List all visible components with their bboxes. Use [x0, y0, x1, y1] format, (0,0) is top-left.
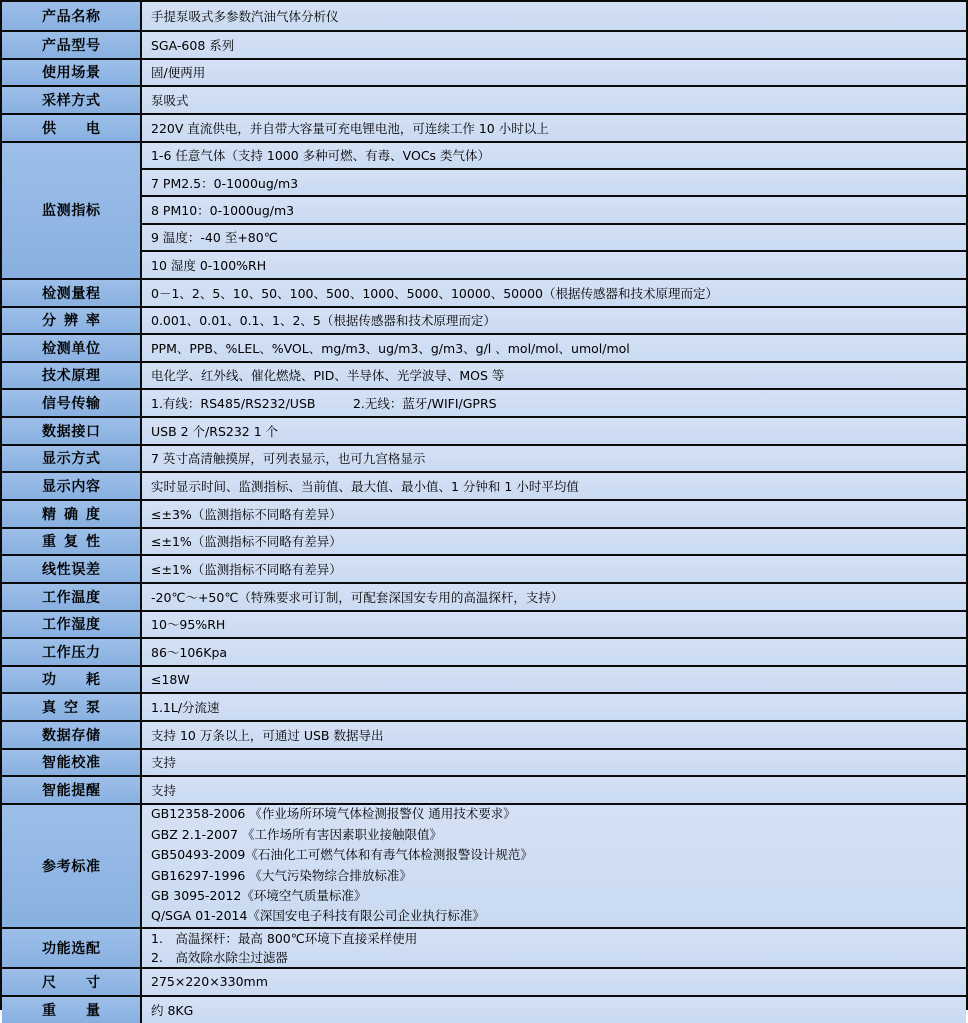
row-label — [2, 418, 142, 444]
indicator-text: 8 PM10：0-1000ug/m3 — [151, 203, 295, 219]
row-value-text: 固/便两用 — [151, 65, 206, 81]
row-value — [142, 418, 966, 444]
spec-row-working-humidity — [2, 610, 966, 638]
row-label-text: 功能选配 — [42, 940, 100, 957]
spec-row-dimensions — [2, 967, 966, 995]
indicator-text: 9 温度：-40 至+80℃ — [151, 230, 278, 246]
row-value — [142, 501, 966, 527]
row-value-text: ≤±1%（监测指标不同略有差异） — [151, 534, 342, 550]
spec-row-detection-range — [2, 278, 966, 306]
row-value-text: ≤18W — [151, 671, 190, 687]
row-value-text: 支持 — [151, 782, 177, 798]
row-value-text: -20℃～+50℃（特殊要求可订制，可配套深国安专用的高温探杆，支持） — [151, 589, 564, 605]
row-value — [142, 390, 966, 416]
spec-row-smart-calibration — [2, 748, 966, 776]
row-label — [2, 750, 142, 776]
row-label-text: 重复性 — [42, 534, 100, 551]
row-value — [142, 115, 966, 141]
row-label-text: 信号传输 — [42, 396, 100, 412]
spec-row-vacuum-pump — [2, 692, 966, 720]
spec-row-accuracy — [2, 499, 966, 527]
row-label — [2, 32, 142, 58]
row-label — [2, 997, 142, 1023]
row-value — [142, 32, 966, 58]
row-label — [2, 694, 142, 720]
row-label — [2, 87, 142, 113]
reference-standard-list — [142, 805, 966, 927]
row-value — [142, 997, 966, 1023]
spec-row-product-name — [2, 2, 966, 30]
row-value-text: 实时显示时间、监测指标、当前值、最大值、最小值、1 分钟和 1 小时平均值 — [151, 478, 579, 494]
row-value — [142, 584, 966, 610]
spec-row-linearity-error — [2, 554, 966, 582]
row-label-text: 功耗 — [42, 672, 100, 689]
row-label — [2, 667, 142, 693]
row-value — [142, 529, 966, 555]
row-value-text: 86～106Kpa — [151, 644, 228, 660]
row-value — [142, 280, 966, 306]
row-value-text: 10～95%RH — [151, 617, 226, 633]
option-item: 2. 高效除水除尘过滤器 — [151, 949, 288, 965]
spec-row-data-interface — [2, 416, 966, 444]
standard-item: GBZ 2.1-2007 《工作场所有害因素职业接触限值》 — [151, 826, 442, 842]
row-value-text: PPM、PPB、%LEL、%VOL、mg/m3、ug/m3、g/m3、g/l 、mol/mol、umol/mol — [151, 340, 630, 356]
row-label-text: 精确度 — [42, 506, 100, 523]
row-value — [142, 60, 966, 86]
row-label — [2, 722, 142, 748]
spec-row-monitoring-indicators — [2, 141, 966, 278]
row-value-text: 约 8KG — [151, 1002, 194, 1018]
row-value-text: 275×220×330mm — [151, 974, 268, 989]
option-item: 1. 高温探杆：最高 800℃环境下直接采样使用 — [151, 930, 418, 946]
row-label — [2, 529, 142, 555]
row-label-text: 尺寸 — [42, 974, 100, 991]
row-value-text: 1.有线：RS485/RS232/USB 2.无线：蓝牙/WIFI/GPRS — [151, 396, 497, 411]
row-label — [2, 308, 142, 334]
row-label — [2, 280, 142, 306]
row-label-text: 技术原理 — [42, 368, 100, 385]
spec-row-signal-transmission — [2, 388, 966, 416]
spec-row-sampling-method — [2, 85, 966, 113]
row-value — [142, 335, 966, 361]
indicator-item — [142, 168, 966, 195]
row-label-text: 分辨率 — [42, 313, 100, 330]
row-value — [142, 777, 966, 803]
row-value-text: 手提泵吸式多参数汽油气体分析仪 — [151, 8, 339, 24]
row-label-text: 产品名称 — [42, 8, 100, 25]
row-value — [142, 722, 966, 748]
spec-row-detection-unit — [2, 333, 966, 361]
row-value — [142, 556, 966, 582]
row-value-text: 0.001、0.01、0.1、1、2、5（根据传感器和技术原理而定） — [151, 313, 496, 329]
row-value-text: ≤±1%（监测指标不同略有差异） — [151, 561, 342, 577]
row-value-text: 0－1、2、5、10、50、100、500、1000、5000、10000、50000（根据传感器和技术原理而定） — [151, 285, 718, 301]
row-label — [2, 501, 142, 527]
row-label-text: 工作压力 — [42, 644, 100, 661]
indicator-text: 7 PM2.5：0-1000ug/m3 — [151, 175, 299, 191]
row-label-text: 智能提醒 — [42, 782, 100, 799]
spec-row-display-mode — [2, 444, 966, 472]
spec-row-weight — [2, 995, 966, 1023]
row-label-text: 检测单位 — [42, 340, 100, 357]
row-value-text: USB 2 个/RS232 1 个 — [151, 423, 279, 439]
row-label — [2, 143, 142, 278]
spec-row-working-temperature — [2, 582, 966, 610]
row-value — [142, 473, 966, 499]
row-label — [2, 556, 142, 582]
standard-item: GB 3095-2012《环境空气质量标准》 — [151, 887, 367, 903]
monitoring-indicator-list — [142, 143, 966, 278]
row-label-text: 真空泵 — [42, 700, 100, 716]
indicator-item — [142, 223, 966, 250]
row-value — [142, 639, 966, 665]
row-label — [2, 335, 142, 361]
row-value-text: 电化学、红外线、催化燃烧、PID、半导体、光学波导、MOS 等 — [151, 368, 505, 384]
row-label — [2, 2, 142, 30]
indicator-item — [142, 195, 966, 222]
standard-item: GB12358-2006 《作业场所环境气体检测报警仪 通用技术要求》 — [151, 806, 516, 822]
spec-row-display-content — [2, 471, 966, 499]
optional-feature-list — [142, 929, 966, 967]
row-label-text: 参考标准 — [42, 858, 100, 875]
row-label-text: 重量 — [42, 1002, 100, 1019]
row-value — [142, 446, 966, 472]
row-label-text: 显示内容 — [42, 478, 100, 495]
spec-row-repeatability — [2, 527, 966, 555]
row-label-text: 数据接口 — [42, 423, 100, 440]
spec-row-power-consumption — [2, 665, 966, 693]
row-label — [2, 969, 142, 995]
indicator-text: 10 湿度 0-100%RH — [151, 257, 267, 273]
indicator-text: 1-6 任意气体（支持 1000 多种可燃、有毒、VOCs 类气体） — [151, 148, 491, 164]
standard-item: Q/SGA 01-2014《深国安电子科技有限公司企业执行标准》 — [151, 908, 485, 924]
row-value-text: ≤±3%（监测指标不同略有差异） — [151, 506, 342, 522]
row-label-text: 工作湿度 — [42, 617, 100, 634]
row-label — [2, 446, 142, 472]
row-value — [142, 969, 966, 995]
row-value — [142, 694, 966, 720]
indicator-item — [142, 143, 966, 168]
row-label — [2, 612, 142, 638]
spec-row-smart-reminder — [2, 775, 966, 803]
spec-row-optional-features — [2, 927, 966, 967]
standard-item: GB50493-2009《石油化工可燃气体和有毒气体检测报警设计规范》 — [151, 847, 533, 863]
spec-row-technical-principle — [2, 361, 966, 389]
row-label — [2, 60, 142, 86]
row-value-text: 支持 — [151, 755, 177, 771]
row-label — [2, 473, 142, 499]
row-label — [2, 929, 142, 967]
row-value-text: SGA-608 系列 — [151, 37, 235, 53]
row-label-text: 监测指标 — [42, 203, 100, 219]
row-value-text: 支持 10 万条以上，可通过 USB 数据导出 — [151, 727, 384, 743]
row-label-text: 数据存储 — [42, 727, 100, 744]
row-value-text: 1.1L/分流速 — [151, 700, 220, 715]
spec-row-working-pressure — [2, 637, 966, 665]
row-value — [142, 308, 966, 334]
row-value — [142, 667, 966, 693]
spec-row-power-supply — [2, 113, 966, 141]
row-label-text: 显示方式 — [42, 451, 100, 468]
row-label — [2, 777, 142, 803]
row-label-text: 采样方式 — [42, 93, 100, 109]
row-value-text: 泵吸式 — [151, 93, 189, 108]
row-value — [142, 750, 966, 776]
indicator-item — [142, 250, 966, 277]
row-label-text: 产品型号 — [42, 37, 100, 54]
row-label — [2, 390, 142, 416]
row-value — [142, 2, 966, 30]
row-label — [2, 584, 142, 610]
row-value — [142, 612, 966, 638]
row-value-text: 220V 直流供电，并自带大容量可充电锂电池，可连续工作 10 小时以上 — [151, 120, 549, 136]
spec-row-data-storage — [2, 720, 966, 748]
row-label-text: 工作温度 — [42, 589, 100, 606]
row-label-text: 检测量程 — [42, 285, 100, 302]
row-label — [2, 639, 142, 665]
row-label-text: 线性误差 — [42, 561, 100, 578]
row-value — [142, 363, 966, 389]
row-value-text: 7 英寸高清触摸屏，可列表显示，也可九宫格显示 — [151, 451, 426, 467]
row-label-text: 使用场景 — [42, 65, 100, 82]
spec-row-resolution — [2, 306, 966, 334]
spec-row-product-model — [2, 30, 966, 58]
standard-item: GB16297-1996 《大气污染物综合排放标准》 — [151, 867, 412, 883]
row-label — [2, 115, 142, 141]
row-label-text: 智能校准 — [42, 755, 100, 772]
row-label — [2, 363, 142, 389]
spec-row-reference-standards — [2, 803, 966, 927]
row-label — [2, 805, 142, 927]
row-value — [142, 87, 966, 113]
row-label-text: 供电 — [42, 120, 100, 137]
spec-row-usage-scene — [2, 58, 966, 86]
